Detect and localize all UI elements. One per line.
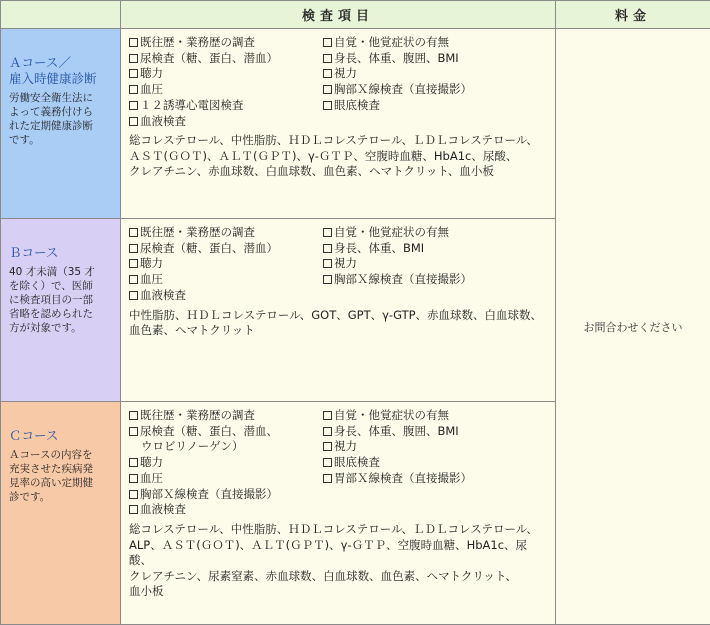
checkbox-icon [323, 54, 332, 63]
checkbox-icon [129, 85, 138, 94]
exam-item: 胸部Ｘ線検査（直接撮影） [323, 82, 547, 98]
course-c-items [121, 402, 556, 625]
course-b-desc [9, 265, 116, 335]
exam-item: 血圧 [129, 272, 323, 288]
desc-line: 診です。 [9, 490, 116, 504]
checkbox-icon [129, 275, 138, 284]
blood-line: ＡＳＴ(ＧＯＴ)、ＡＬＴ(ＧＰＴ)、γ-ＧＴＰ、空腹時血糖、HbA1c、尿酸、 [129, 149, 547, 165]
course-a-name [9, 55, 116, 87]
blood-line: 総コレステロール、中性脂肪、ＨＤＬコレステロール、ＬＤＬコレステロール、 [129, 522, 547, 538]
exam-item: 尿検査（糖、蛋白、潜血） [129, 51, 323, 67]
exam-item: １２誘導心電図検査 [129, 98, 323, 114]
blood-test-details [129, 522, 547, 600]
exam-item: 胃部Ｘ線検査（直接撮影） [323, 471, 547, 487]
checkbox-icon [129, 474, 138, 483]
course-name-line: Ａコース／ [9, 55, 116, 71]
course-c-name [9, 428, 116, 444]
exam-item: 尿検査（糖、蛋白、潜血、 [129, 424, 323, 440]
course-row-a [1, 29, 710, 219]
course-b-items [121, 219, 556, 402]
blood-test-details [129, 308, 547, 339]
checkbox-icon [323, 69, 332, 78]
course-c-cell [1, 402, 121, 625]
checkbox-icon [129, 427, 138, 436]
exam-item: 身長、体重、腹囲、BMI [323, 51, 547, 67]
blood-line: 血小板 [129, 584, 547, 600]
checkbox-icon [323, 244, 332, 253]
exam-item: 身長、体重、BMI [323, 241, 547, 257]
checkbox-icon [129, 291, 138, 300]
exam-item: 既往歴・業務歴の調査 [129, 225, 323, 241]
checkbox-icon [129, 458, 138, 467]
header-fee: 料金 [556, 1, 710, 29]
checkbox-icon [129, 490, 138, 499]
course-a-cell [1, 29, 121, 219]
course-b-name [9, 245, 116, 261]
blood-line: クレアチニン、赤血球数、白血球数、血色素、ヘマトクリット、血小板 [129, 164, 547, 180]
checkbox-icon [323, 228, 332, 237]
exam-item: 胸部Ｘ線検査（直接撮影） [323, 272, 547, 288]
checkbox-icon [129, 69, 138, 78]
checkbox-icon [129, 38, 138, 47]
course-c-desc [9, 448, 116, 504]
course-name-line: Ｃコース [9, 428, 116, 444]
checkbox-icon [323, 427, 332, 436]
table-header-row [1, 1, 710, 29]
blood-line: 血色素、ヘマトクリット [129, 323, 547, 339]
checkbox-icon [129, 411, 138, 420]
exam-item: 視力 [323, 66, 547, 82]
exam-item: 聴力 [129, 256, 323, 272]
exam-item: 眼底検査 [323, 455, 547, 471]
exam-item: 身長、体重、腹囲、BMI [323, 424, 547, 440]
exam-item: 血液検査 [129, 114, 323, 130]
checkbox-icon [323, 85, 332, 94]
fee-cell [556, 29, 710, 625]
course-a-items [121, 29, 556, 219]
exam-item: 聴力 [129, 66, 323, 82]
exam-item: 尿検査（糖、蛋白、潜血） [129, 241, 323, 257]
exam-item: 自覚・他覚症状の有無 [323, 225, 547, 241]
exam-item: 血圧 [129, 471, 323, 487]
checkbox-icon [129, 244, 138, 253]
course-name-line: Ｂコース [9, 245, 116, 261]
checkbox-icon [323, 38, 332, 47]
desc-line: 見率の高い定期健 [9, 476, 116, 490]
desc-line: に検査項目の一部 [9, 293, 116, 307]
exam-item: 自覚・他覚症状の有無 [323, 408, 547, 424]
blood-line: ALP、ＡＳＴ(ＧＯＴ)、ＡＬＴ(ＧＰＴ)、γ-ＧＴＰ、空腹時血糖、HbA1c、尿酸、 [129, 538, 547, 569]
blood-line: 中性脂肪、ＨＤＬコレステロール、GOT、GPT、γ-GTP、赤血球数、白血球数、 [129, 308, 547, 324]
exam-item: 既往歴・業務歴の調査 [129, 408, 323, 424]
exam-item: 眼底検査 [323, 98, 547, 114]
checkbox-icon [323, 474, 332, 483]
blood-line: クレアチニン、尿素窒素、赤血球数、白血球数、血色素、ヘマトクリット、 [129, 569, 547, 585]
desc-line: 省略を認められた [9, 307, 116, 321]
desc-line: 40 才未満（35 才 [9, 265, 116, 279]
exam-item: 血液検査 [129, 288, 323, 304]
course-name-line: 雇入時健康診断 [9, 71, 116, 87]
fee-text: お問合わせください [584, 321, 683, 334]
exam-item: 血液検査 [129, 502, 323, 518]
desc-line: です。 [9, 133, 116, 147]
checkbox-icon [129, 228, 138, 237]
desc-line: Ａコースの内容を [9, 448, 116, 462]
checkbox-icon [129, 54, 138, 63]
checkbox-icon [323, 259, 332, 268]
exam-item: 聴力 [129, 455, 323, 471]
exam-item: 既往歴・業務歴の調査 [129, 35, 323, 51]
exam-item: 視力 [323, 439, 547, 455]
desc-line: 方が対象です。 [9, 321, 116, 335]
desc-line: 充実させた疾病発 [9, 462, 116, 476]
checkbox-icon [129, 259, 138, 268]
exam-item: 血圧 [129, 82, 323, 98]
desc-line: れた定期健康診断 [9, 119, 116, 133]
desc-line: よって義務付けら [9, 105, 116, 119]
exam-item: 胸部Ｘ線検査（直接撮影） [129, 487, 323, 503]
checkbox-icon [129, 505, 138, 514]
header-items: 検査項目 [121, 1, 556, 29]
course-a-desc [9, 91, 116, 147]
course-b-cell [1, 219, 121, 402]
checkbox-icon [323, 275, 332, 284]
exam-item: 自覚・他覚症状の有無 [323, 35, 547, 51]
exam-item-continuation: ウロビリノーゲン） [129, 439, 323, 455]
checkbox-icon [129, 117, 138, 126]
checkbox-icon [129, 101, 138, 110]
blood-test-details [129, 133, 547, 180]
desc-line: を除く）で、医師 [9, 279, 116, 293]
checkbox-icon [323, 442, 332, 451]
exam-item: 視力 [323, 256, 547, 272]
desc-line: 労働安全衛生法に [9, 91, 116, 105]
blood-line: 総コレステロール、中性脂肪、ＨＤＬコレステロール、ＬＤＬコレステロール、 [129, 133, 547, 149]
header-corner [1, 1, 121, 29]
checkbox-icon [323, 411, 332, 420]
checkbox-icon [323, 458, 332, 467]
checkbox-icon [323, 101, 332, 110]
